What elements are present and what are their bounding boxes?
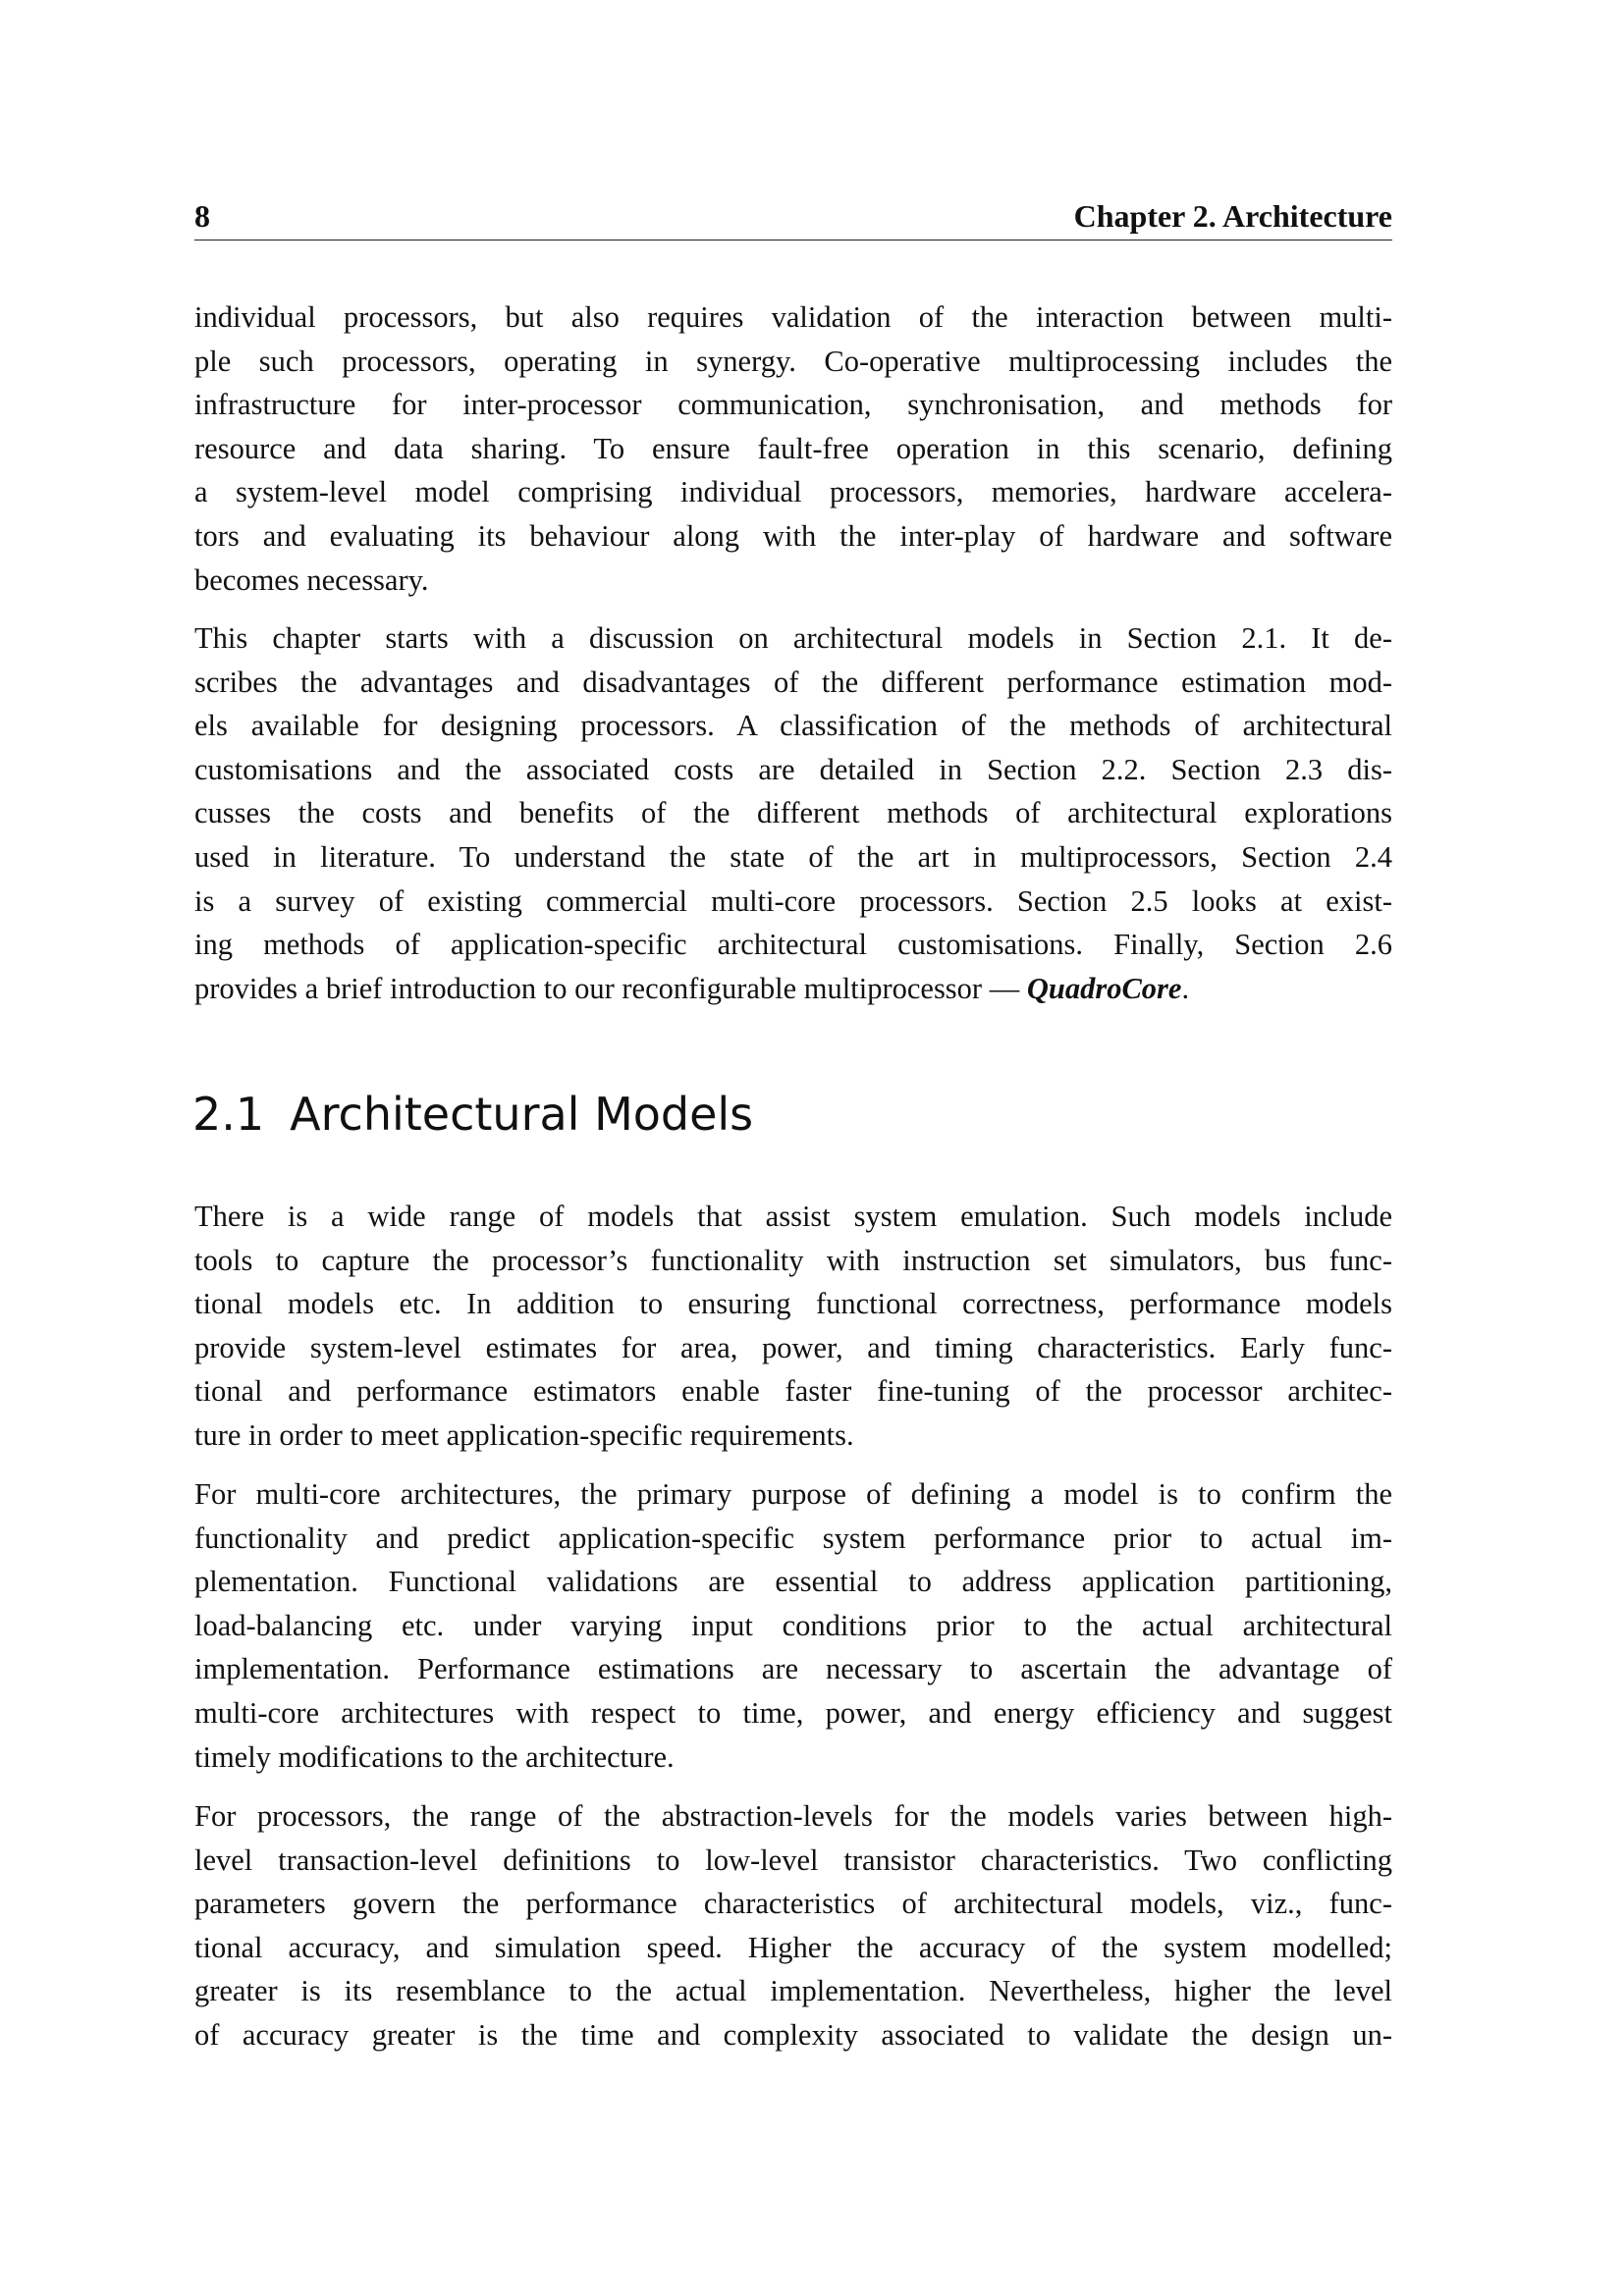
paragraph-multicore-models: [194, 1472, 1392, 1779]
running-chapter-title: Chapter 2. Architecture: [1073, 198, 1392, 234]
text-line: load-balancing etc. under varying input conditions prior to the actual architectural: [194, 1608, 1392, 1642]
text-line: [194, 967, 1392, 1011]
text-line: For multi-core architectures, the primary purpose of defining a model is to confirm the: [194, 1477, 1392, 1511]
text-line: functionality and predict application-specific system performance prior to actual im-: [194, 1521, 1392, 1555]
text-line: is a survey of existing commercial multi-core processors. Section 2.5 looks at exist-: [194, 883, 1392, 918]
text-line: tional models etc. In addition to ensuring functional correctness, performance models: [194, 1287, 1392, 1321]
text-line: resource and data sharing. To ensure fault-free operation in this scenario, defining: [194, 431, 1392, 465]
paragraph-intro: [194, 295, 1392, 602]
text-line: tional accuracy, and simulation speed. Higher the accuracy of the system modelled;: [194, 1930, 1392, 1964]
text-line: cusses the costs and benefits of the different methods of architectural explorations: [194, 796, 1392, 830]
text-line: For processors, the range of the abstraction-levels for the models varies between high-: [194, 1799, 1392, 1833]
text-line: ple such processors, operating in synergy. Co-operative multiprocessing includes the: [194, 344, 1392, 378]
text-line: greater is its resemblance to the actual implementation. Nevertheless, higher the level: [194, 1974, 1392, 2008]
text-line: tional and performance estimators enable faster fine-tuning of the processor architec-: [194, 1374, 1392, 1409]
text-line: tools to capture the processor’s functionality with instruction set simulators, bus func-: [194, 1243, 1392, 1277]
text-line: level transaction-level definitions to low-level transistor characteristics. Two conflicting: [194, 1842, 1392, 1877]
text-line: individual processors, but also requires validation of the interaction between multi-: [194, 300, 1392, 334]
text-line: implementation. Performance estimations are necessary to ascertain the advantage of: [194, 1652, 1392, 1686]
text-line: This chapter starts with a discussion on architectural models in Section 2.1. It de-: [194, 621, 1392, 655]
section-number: 2.1: [192, 1088, 265, 1141]
text-line: of accuracy greater is the time and complexity associated to validate the design un-: [194, 2017, 1392, 2052]
text-line: becomes necessary.: [194, 562, 429, 597]
paragraph-abstraction-levels: [194, 1794, 1392, 2057]
text-line: els available for designing processors. A classification of the methods of architectural: [194, 709, 1392, 743]
paragraph-chapter-overview: [194, 616, 1392, 1010]
text-line: used in literature. To understand the state of the art in multiprocessors, Section 2.4: [194, 839, 1392, 874]
text-line: a system-level model comprising individual processors, memories, hardware accelera-: [194, 475, 1392, 509]
text-line: ing methods of application-specific architectural customisations. Finally, Section 2.6: [194, 928, 1392, 962]
text-line: There is a wide range of models that assist system emulation. Such models include: [194, 1200, 1392, 1233]
text-line: parameters govern the performance characteristics of architectural models, viz., func-: [194, 1887, 1392, 1921]
text-line: scribes the advantages and disadvantages of the different performance estimation mod-: [194, 665, 1392, 699]
page-header: [194, 196, 1392, 240]
text-line: provide system-level estimates for area, power, and timing characteristics. Early func-: [194, 1330, 1392, 1364]
paragraph-models-overview: [194, 1195, 1392, 1458]
text-fragment: .: [1181, 971, 1190, 1005]
text-line: plementation. Functional validations are essential to address application partitioning,: [194, 1565, 1392, 1599]
text-line: tors and evaluating its behaviour along with the inter-play of hardware and software: [194, 518, 1392, 553]
page-number: 8: [194, 198, 210, 234]
text-fragment: provides a brief introduction to our reconfigurable multiprocessor —: [194, 971, 1027, 1005]
text-line: infrastructure for inter-processor communication, synchronisation, and methods for: [194, 388, 1392, 422]
text-line: customisations and the associated costs are detailed in Section 2.2. Section 2.3 dis-: [194, 752, 1392, 786]
text-line: ture in order to meet application-specific requirements.: [194, 1417, 854, 1452]
section-heading: [192, 1088, 753, 1141]
quadrocore-emphasis: QuadroCore: [1026, 971, 1182, 1005]
section-title: Architectural Models: [290, 1088, 754, 1141]
text-line: timely modifications to the architecture.: [194, 1739, 675, 1774]
text-line: multi-core architectures with respect to time, power, and energy efficiency and suggest: [194, 1695, 1392, 1730]
